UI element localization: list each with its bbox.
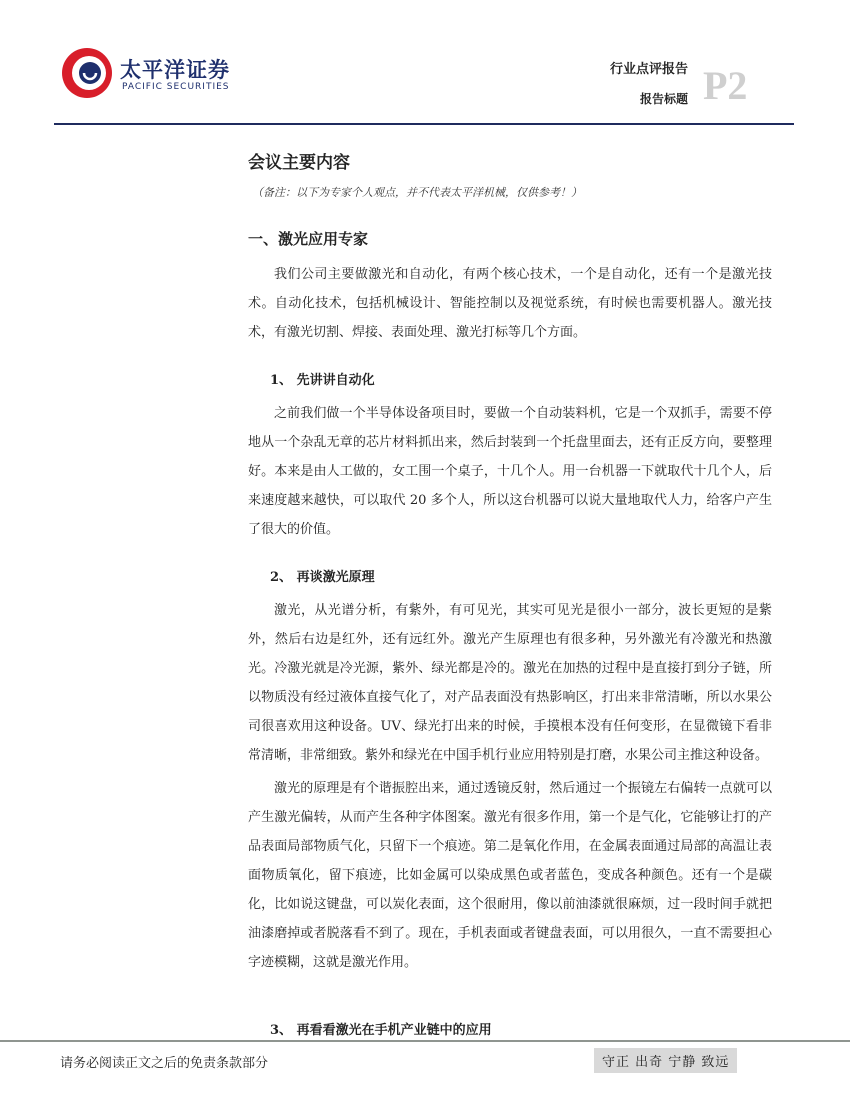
logo-english-name: PACIFIC SECURITIES xyxy=(122,82,230,92)
heading-laser-principle: 2、 再谈激光原理 xyxy=(270,570,375,585)
footer-motto: 守正 出奇 宁静 致远 xyxy=(594,1048,737,1073)
report-title: 报告标题 xyxy=(639,92,688,106)
paragraph-automation: 之前我们做一个半导体设备项目时，要做一个自动装料机，它是一个双抓手，需要不停地从一个杂乱无章的芯片材料抓出来，然后封装到一个托盘里面去，还有正反方向，要整理好。本来是由人工做的，女工围一个桌子，十几个人。用一台机器一下就取代十几个人，后来速度越来越快，可以取代 20 多个人，所以这台机器可以说大量地取代人力，给客户产生了很大的价值。 xyxy=(248,406,772,537)
heading-laser-expert: 一、激光应用专家 xyxy=(248,230,369,248)
company-logo xyxy=(60,46,230,104)
paragraph-laser-spectrum: 激光，从光谱分析，有紫外，有可见光，其实可见光是很小一部分，波长更短的是紫外，然后右边是红外，还有远红外。激光产生原理也有很多种，另外激光有冷激光和热激光。冷激光就是冷光源，紫外、绿光都是冷的。激光在加热的过程中是直接打到分子链，所以物质没有经过液体直接气化了，对产品表面没有热影响区，打出来非常清晰，所以水果公司很喜欢用这种设备。UV、绿光打出来的时候，手摸根本没有任何变形，在显微镜下看非常清晰，非常细致。紫外和绿光在中国手机行业应用特别是打磨，水果公司主推这种设备。 xyxy=(248,603,772,763)
heading-automation: 1、 先讲讲自动化 xyxy=(270,373,375,388)
main-content xyxy=(248,148,772,977)
paragraph-intro: 我们公司主要做激光和自动化，有两个核心技术，一个是自动化，还有一个是激光技术。自动化技术，包括机械设计、智能控制以及视觉系统，有时候也需要机器人。激光技术，有激光切割、焊接、表面处理、激光打标等几个方面。 xyxy=(248,267,772,340)
header-divider xyxy=(54,123,794,125)
heading-phone-industry: 3、 再看看激光在手机产业链中的应用 xyxy=(270,1023,492,1038)
pacific-securities-logo-icon xyxy=(60,46,114,100)
footer-divider xyxy=(0,1040,850,1042)
report-type: 行业点评报告 xyxy=(609,62,688,77)
logo-chinese-name: 太平洋证券 xyxy=(120,58,230,82)
page-number: P2 xyxy=(703,63,748,108)
footer-disclaimer: 请务必阅读正文之后的免责条款部分 xyxy=(60,1056,269,1071)
section-title: 会议主要内容 xyxy=(248,153,350,173)
disclaimer-note: （备注：以下为专家个人观点，并不代表太平洋机械，仅供参考！） xyxy=(252,186,582,199)
paragraph-laser-effects: 激光的原理是有个谐振腔出来，通过透镜反射，然后通过一个振镜左右偏转一点就可以产生激光偏转，从而产生各种字体图案。激光有很多作用，第一个是气化，它能够让打的产品表面局部物质气化，只留下一个痕迹。第二是氧化作用，在金属表面通过局部的高温让表面物质氧化，留下痕迹，比如金属可以染成黑色或者蓝色，变成各种颜色。还有一个是碳化，比如说这键盘，可以炭化表面，这个很耐用，像以前油漆就很麻烦，过一段时间手就把油漆磨掉或者脱落看不到了。现在，手机表面或者键盘表面，可以用很久，一直不需要担心字迹模糊，这就是激光作用。 xyxy=(248,781,772,970)
